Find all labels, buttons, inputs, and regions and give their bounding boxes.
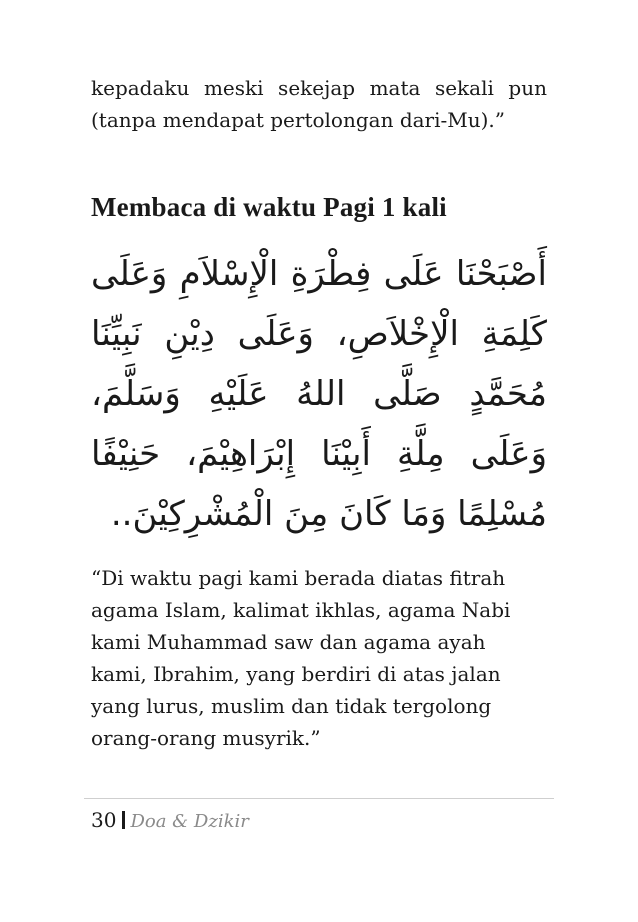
page-footer	[91, 806, 249, 836]
section-heading: Membaca di waktu Pagi 1 kali	[91, 192, 447, 222]
translation-paragraph: “Di waktu pagi kami berada diatas fitrah agama Islam, kalimat ikhlas, agama Nabi kami Muhammad saw dan agama ayah kami, Ibrahim, yang berdiri di atas jalan yang lurus, muslim dan tidak tergolong orang-orang musyrik.”	[91, 566, 511, 750]
footer-separator	[122, 811, 125, 829]
page-number: 30	[91, 808, 117, 832]
footer-divider	[84, 798, 554, 799]
page-content	[91, 72, 547, 750]
intro-paragraph: kepadaku meski sekejap mata sekali pun (tanpa mendapat pertolongan dari-Mu).”	[91, 76, 547, 132]
book-title: Doa & Dzikir	[130, 811, 249, 832]
arabic-prayer-text: أَصْبَحْنَا عَلَى فِطْرَةِ الْإِسْلاَمِ وَعَلَى كَلِمَةِ الْإِخْلاَصِ، وَعَلَى دِيْنِ نَبِيِّنَا مُحَمَّدٍ صَلَّى اللهُ عَلَيْهِ وَسَلَّمَ، وَعَلَى مِلَّةِ أَبِيْنَا إِبْرَاهِيْمَ، حَنِيْفًا مُسْلِمًا وَمَا كَانَ مِنَ الْمُشْرِكِيْنَ..	[91, 254, 547, 534]
